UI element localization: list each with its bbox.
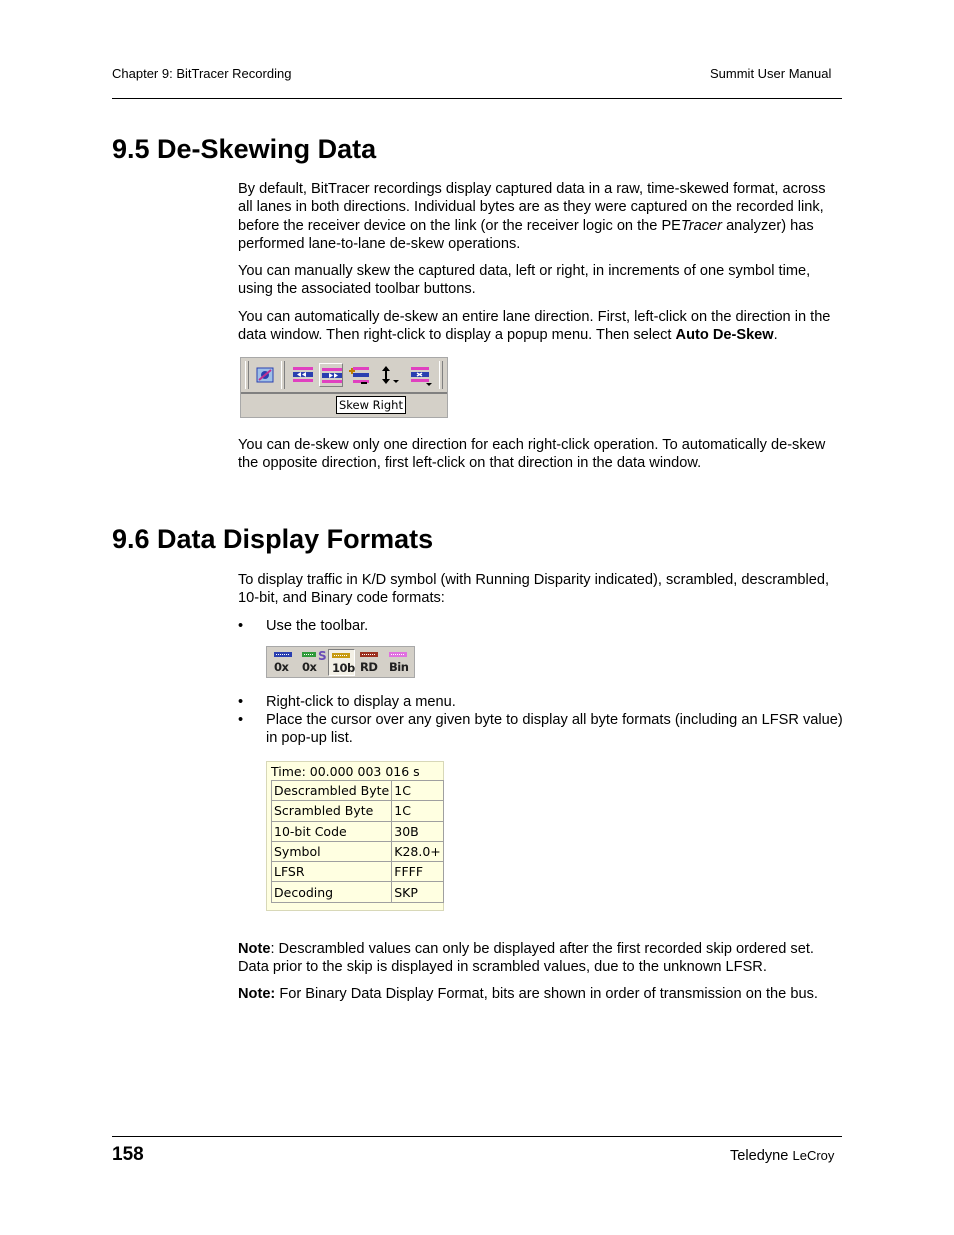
- bullet-text: Place the cursor over any given byte to display all byte formats (including an LFSR value) in pop-up list.: [266, 712, 843, 747]
- note-label: Note: [238, 941, 271, 957]
- toolbar-separator: [281, 361, 285, 389]
- 10bit-format-icon: [332, 653, 350, 658]
- row-value: SKP: [392, 882, 444, 902]
- bullet-marker: •: [238, 712, 244, 728]
- note-text: For Binary Data Display Format, bits are shown in order of transmission on the bus.: [275, 986, 818, 1002]
- row-value: 1C: [392, 781, 444, 801]
- section-title-display-formats: 9.6 Data Display Formats: [112, 524, 434, 554]
- skew-options-icon[interactable]: [409, 363, 433, 387]
- company-name: Teledyne: [730, 1148, 789, 1164]
- format-label: 0x: [302, 660, 317, 674]
- row-value: FFFF: [392, 862, 444, 882]
- scrambled-s-mark: S: [318, 649, 327, 663]
- paragraph-auto-deskew: [238, 308, 844, 345]
- running-header-manual: Summit User Manual: [710, 66, 832, 81]
- row-key: Decoding: [272, 882, 392, 902]
- deskew-settings-icon[interactable]: [253, 363, 277, 387]
- format-hex-descrambled-button[interactable]: [271, 649, 298, 676]
- format-binary-button[interactable]: [386, 649, 413, 676]
- skew-up-down-icon[interactable]: [377, 363, 401, 387]
- hex-format-icon: [274, 652, 292, 657]
- running-header-chapter: Chapter 9: BitTracer Recording: [112, 66, 292, 81]
- paragraph-manual-skew: You can manually skew the captured data, left or right, in increments of one symbol time, using the associated toolbar buttons.: [238, 263, 811, 298]
- table-row: [272, 841, 444, 861]
- row-value: 1C: [392, 801, 444, 821]
- table-row: [272, 821, 444, 841]
- tracer-italic: Tracer: [680, 217, 723, 234]
- paragraph-auto-deskew-text: You can automatically de-skew an entire lane direction. First, left-click on the direction in the data window. Then right-click to display a popup menu. Then select: [238, 309, 831, 344]
- format-toolbar: [266, 646, 415, 678]
- note-binary: [238, 985, 844, 1003]
- bullet-marker: •: [238, 694, 244, 710]
- table-row: [272, 882, 444, 902]
- bullet-use-toolbar: [238, 617, 844, 635]
- auto-deskew-icon[interactable]: [347, 363, 371, 387]
- format-10bit-button[interactable]: [328, 649, 355, 676]
- note-text: : Descrambled values can only be displayed after the first recorded skip ordered set. Data prior to the skip is displayed in scrambled values, due to the unknown LFSR.: [238, 941, 814, 976]
- toolbar-grip: [245, 361, 249, 389]
- bullet-text: Right-click to display a menu.: [266, 694, 456, 710]
- bullet-cursor-hover: [238, 711, 844, 748]
- row-key: Scrambled Byte: [272, 801, 392, 821]
- skew-left-icon[interactable]: [291, 363, 315, 387]
- deskew-toolbar-strip: [241, 358, 447, 394]
- row-value: 30B: [392, 821, 444, 841]
- format-label: RD: [360, 660, 378, 674]
- paragraph-deskew-intro-tail: analyzer) has performed lane-to-lane de-skew operations.: [238, 217, 814, 253]
- rd-format-icon: [360, 652, 378, 657]
- toolbar-end-separator: [439, 361, 443, 389]
- paragraph-auto-deskew-end: .: [773, 327, 778, 344]
- format-hex-scrambled-button[interactable]: [299, 649, 326, 676]
- section-title-deskewing: 9.5 De-Skewing Data: [112, 134, 377, 164]
- byte-format-table: [271, 780, 444, 903]
- header-rule: [112, 98, 842, 99]
- format-label: 10b: [332, 661, 355, 675]
- bullet-right-click: [238, 693, 844, 711]
- company-name-small: LeCroy: [792, 1148, 835, 1163]
- table-row: [272, 862, 444, 882]
- paragraph-deskew-intro: [238, 180, 844, 254]
- auto-deskew-term: Auto De-Skew: [675, 327, 774, 344]
- format-running-disparity-button[interactable]: [357, 649, 384, 676]
- row-value: K28.0+: [392, 841, 444, 861]
- paragraph-formats-intro: To display traffic in K/D symbol (with Running Disparity indicated), scrambled, descrambled, 10-bit, and Binary code formats:: [238, 572, 830, 607]
- note-label: Note:: [238, 986, 276, 1002]
- format-label: 0x: [274, 660, 289, 674]
- paragraph-deskew-direction: You can de-skew only one direction for each right-click operation. To automatically de-skew the opposite direction, first left-click on that direction in the data window.: [238, 437, 826, 472]
- footer-rule: [112, 1136, 842, 1137]
- popup-time: Time: 00.000 003 016 s: [271, 764, 420, 779]
- row-key: LFSR: [272, 862, 392, 882]
- row-key: 10-bit Code: [272, 821, 392, 841]
- skew-right-icon[interactable]: [319, 363, 343, 387]
- binary-format-icon: [389, 652, 407, 657]
- row-key: Descrambled Byte: [272, 781, 392, 801]
- byte-format-popup: [266, 761, 444, 911]
- table-row: [272, 781, 444, 801]
- format-label: Bin: [389, 660, 409, 674]
- skew-right-tooltip: Skew Right: [336, 396, 406, 414]
- paragraph-deskew-intro-text: By default, BitTracer recordings display captured data in a raw, time-skewed format, across all lanes in both directions. Individual bytes are as they were captured on the recorded link, before the receiver device on the link (or the receiver logic on the PE: [238, 181, 826, 234]
- table-row: [272, 801, 444, 821]
- footer-company: [730, 1148, 834, 1164]
- row-key: Symbol: [272, 841, 392, 861]
- bullet-text: Use the toolbar.: [266, 618, 369, 634]
- bullet-marker: •: [238, 618, 244, 634]
- note-descrambled: [238, 940, 844, 977]
- page-number: 158: [112, 1144, 144, 1165]
